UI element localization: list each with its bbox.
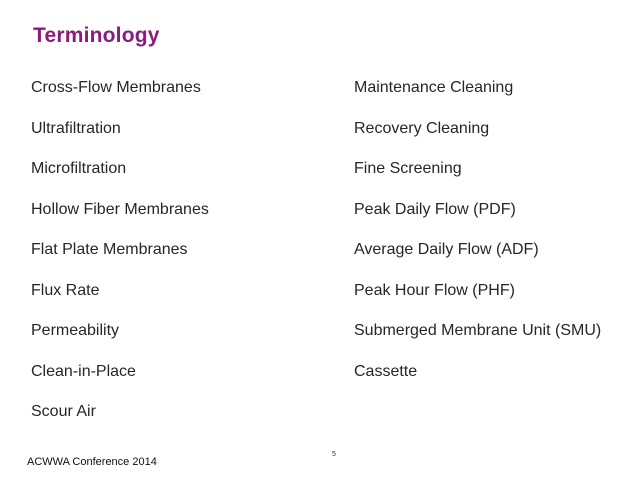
term-item: Hollow Fiber Membranes — [31, 200, 209, 218]
term-item: Average Daily Flow (ADF) — [354, 241, 539, 258]
term-item: Clean-in-Place — [31, 362, 136, 380]
slide-title: Terminology — [33, 24, 160, 47]
term-item: Ultrafiltration — [31, 119, 121, 137]
term-item: Flat Plate Membranes — [31, 241, 188, 258]
right-term-list — [354, 78, 614, 402]
term-item: Cross-Flow Membranes — [31, 79, 201, 96]
term-item: Fine Screening — [354, 160, 462, 177]
footer-text: ACWWA Conference 2014 — [27, 456, 157, 468]
term-item: Recovery Cleaning — [354, 119, 490, 137]
term-item: Flux Rate — [31, 281, 100, 299]
term-item: Maintenance Cleaning — [354, 79, 514, 96]
term-item: Peak Daily Flow (PDF) — [354, 200, 516, 218]
term-item: Scour Air — [31, 403, 96, 420]
term-item: Submerged Membrane Unit (SMU) — [354, 322, 602, 339]
term-item: Permeability — [31, 322, 120, 339]
term-item: Cassette — [354, 362, 418, 380]
left-term-list — [31, 78, 331, 443]
term-item: Microfiltration — [31, 160, 127, 177]
page-number: 5 — [332, 451, 336, 458]
term-item: Peak Hour Flow (PHF) — [354, 281, 515, 299]
